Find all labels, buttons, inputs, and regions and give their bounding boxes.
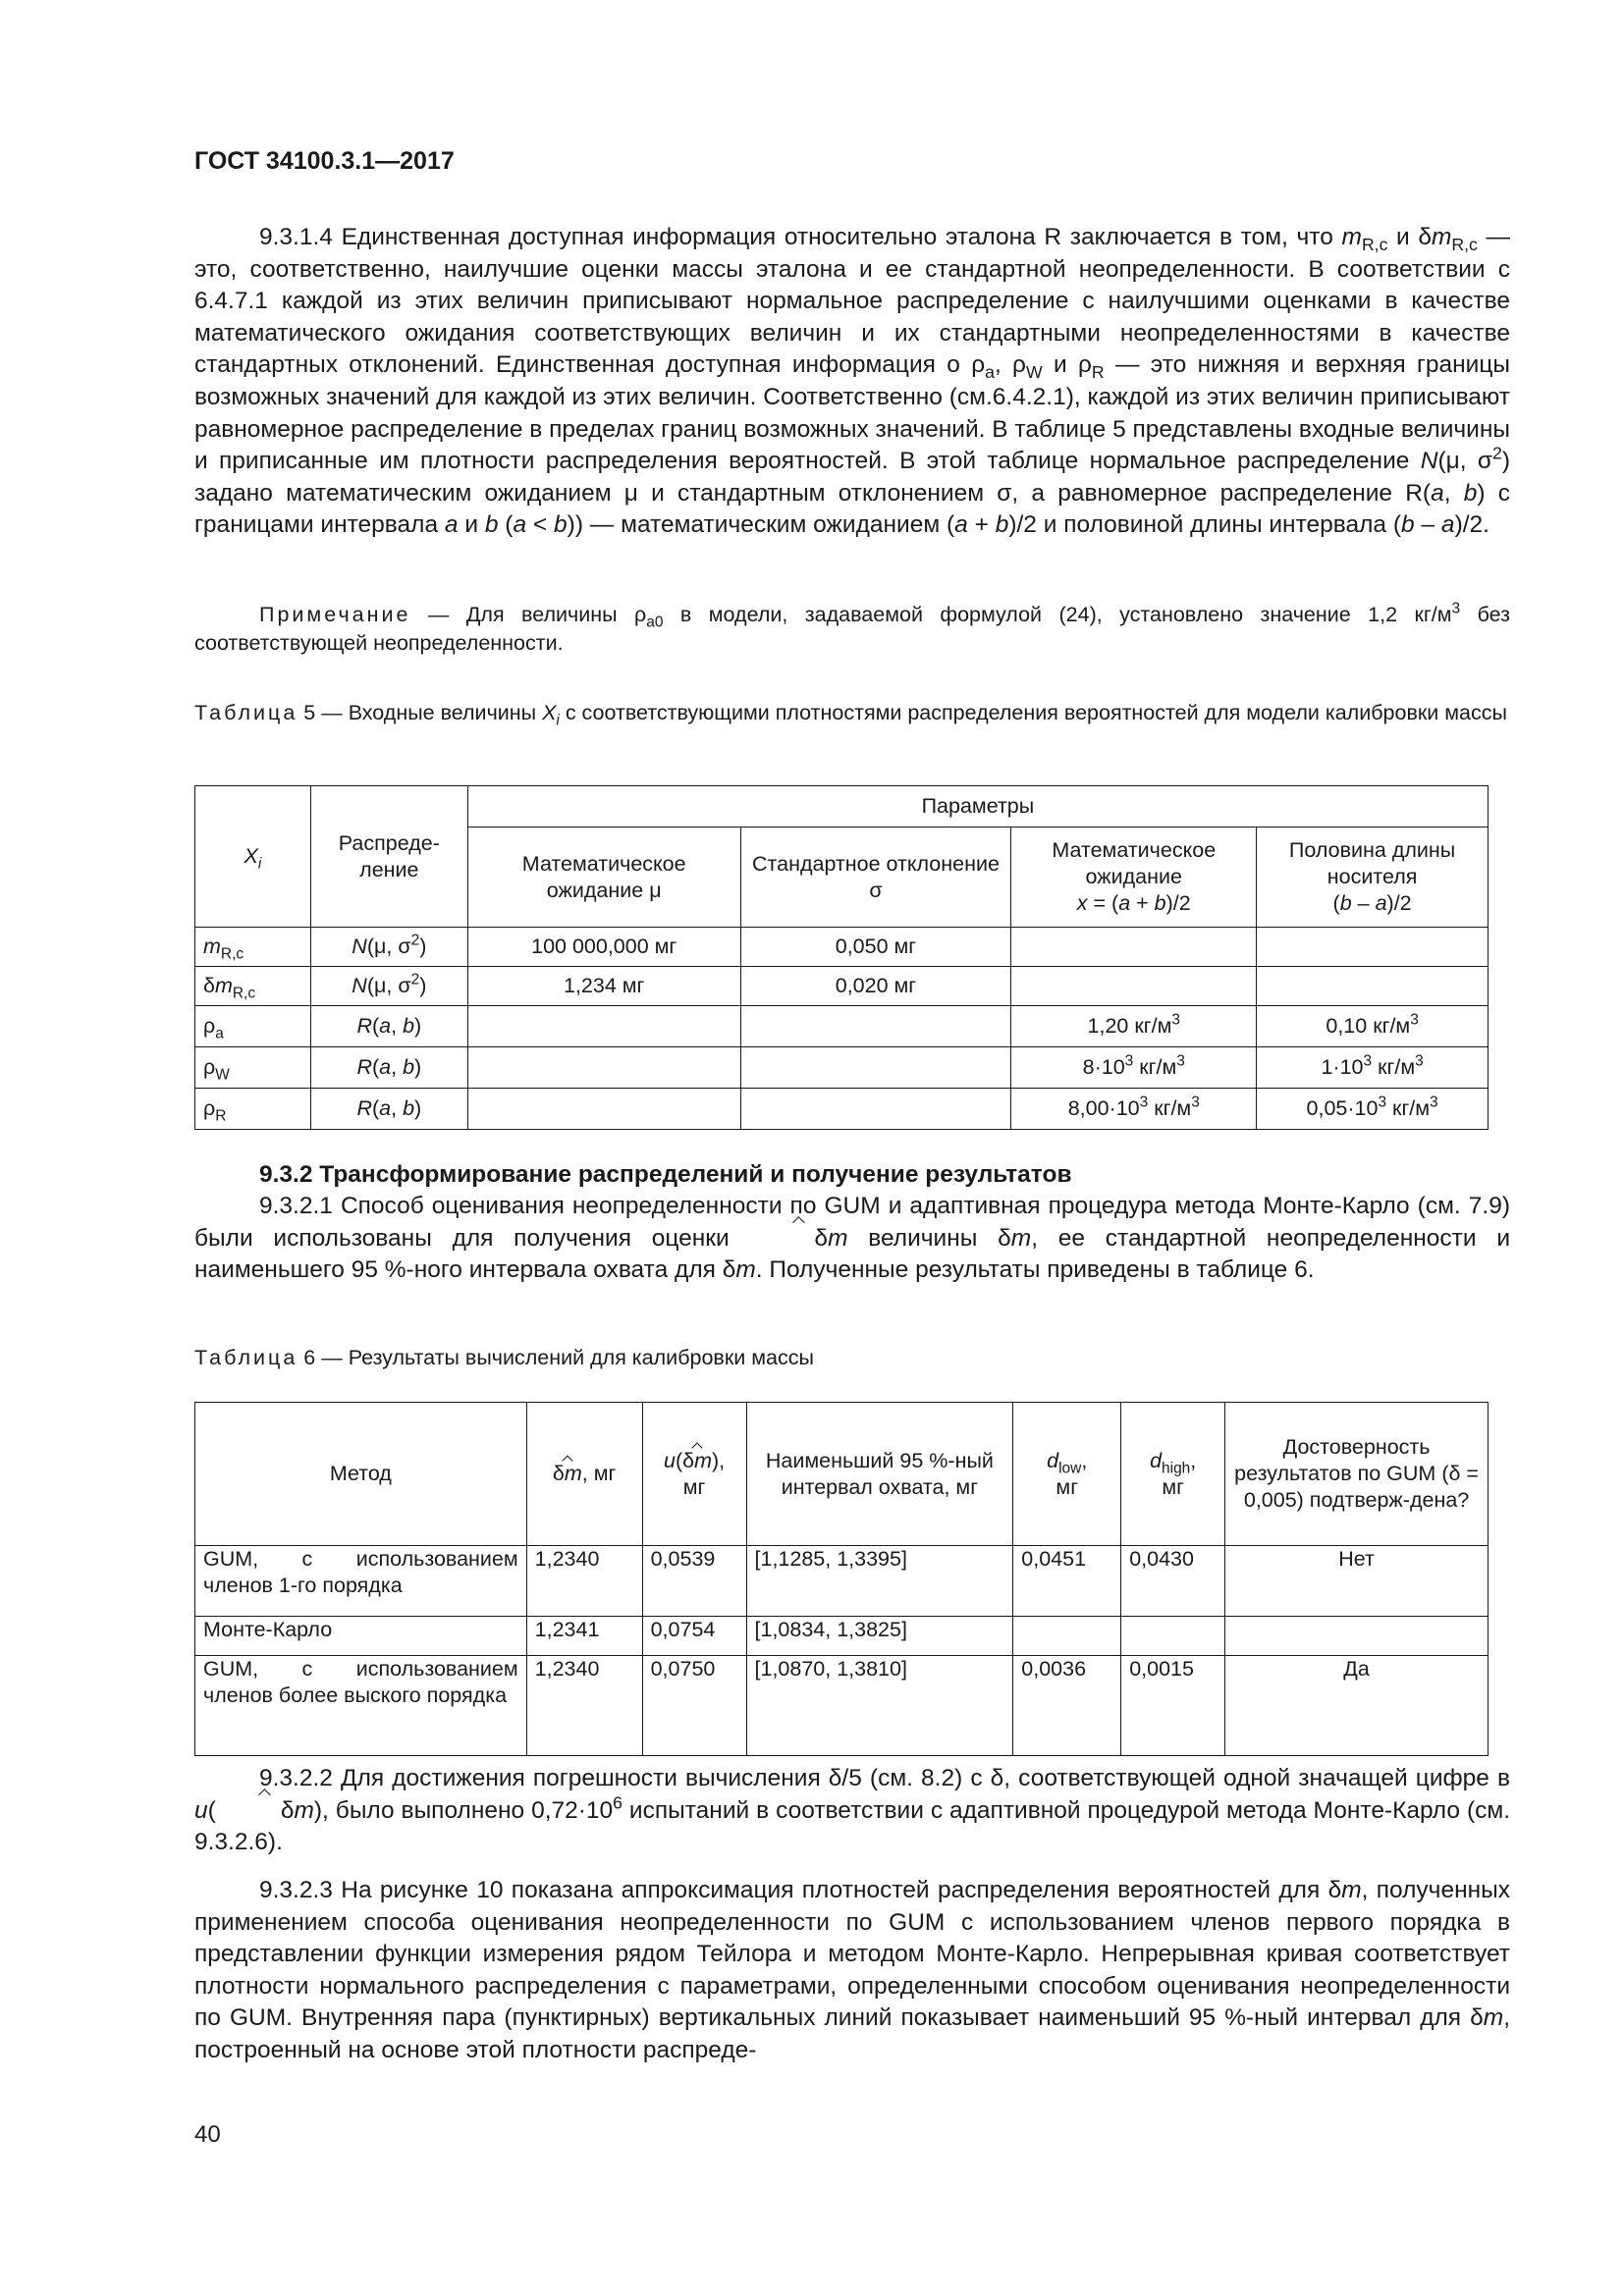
table5 — [194, 785, 1489, 1130]
table6-header-dhigh: $d_{high}$, мг — [1121, 1403, 1225, 1546]
table6-header-estimate: δm, мг — [526, 1403, 642, 1546]
table-row: $\rho_W$ R(a, b) $8\cdot 10^3$ $кг/м^3$ $1\cdot 10^3$ $кг/м^3$ — [195, 1047, 1489, 1089]
table6-header-uncertainty: u(δm), мг — [642, 1403, 746, 1546]
table5-header-half: Половина длины носителя (b – a)/2 — [1257, 828, 1489, 928]
paragraph-9-3-1-4: 9.3.1.4 Единственная доступная информация относительно эталона R заключается в том, что $m_{R,c}$ и $\delta m_{R,c}$ — это, соответственно, наилучшие оценки массы эталона и ее стандартной неопределенности. В соответствии с 6.4.7.1 каждой из этих величин приписывают нормальное распределение с наилучшими оценками в качестве математического ожидания соответствующих величин и их стандартными неопределенностями в качестве стандартных отклонений. Единственная доступная информация о $\rho_a$, $\rho_W$ и $\rho_R$ — это нижняя и верхняя границы возможных значений для каждой из этих величин. Соответственно (см.6.4.2.1), каждой из этих величин приписывают равномерное распределение в пределах границ возможных значений. В таблице 5 представлены входные величины и приписанные им плотности распределения вероятностей. В этой таблице нормальное распределение N(μ, $\sigma^2$) задано математическим ожиданием μ и стандартным отклонением σ, а равномерное распределение R(a, b) с границами интервала a и b (a < b)) — математическим ожиданием (a + b)/2 и половиной длины интервала (b – a)/2. — [194, 224, 1511, 539]
table6 — [194, 1402, 1489, 1756]
table-row: $m_{R,c}$ N(μ, $\sigma^2$) 100 000,000 мг 0,050 мг — [195, 928, 1489, 967]
table5-header-sigma: Стандартное отклонение σ — [740, 828, 1011, 928]
table5-header-xi: $X_i$ — [195, 786, 311, 928]
table6-header-interval: Наименьший 95 %-ный интервал охвата, мг — [746, 1403, 1013, 1546]
table-row: $\delta m_{R,c}$ N(μ, $\sigma^2$) 1,234 мг 0,020 мг — [195, 967, 1489, 1006]
table-row: GUM, с использованием членов более выского порядка 1,2340 0,0750 [1,0870, 1,3810] 0,0036 0,0015 Да — [195, 1656, 1489, 1756]
table6-header-validation: Достоверность результатов по GUM (δ = 0,005) подтверж-дена? — [1225, 1403, 1489, 1546]
table6-header-dlow: $d_{low}$, мг — [1013, 1403, 1121, 1546]
document-header: ГОСТ 34100.3.1—2017 — [194, 147, 455, 175]
paragraph-9-3-2-3: 9.3.2.3 На рисунке 10 показана аппроксимация плотностей распределения вероятностей для δm, полученных применением способа оценивания неопределенности по GUM с использованием членов первого порядка в представлении функции измерения рядом Тейлора и методом Монте-Карло. Непрерывная кривая соответствует плотности нормального распределения с параметрами, определенными способом оценивания неопределенности по GUM. Внутренняя пара (пунктирных) вертикальных линий показывает наименьший 95 %-ный интервал для δm, построенный на основе этой плотности распреде- — [194, 1877, 1510, 2063]
section-heading: 9.3.2 Трансформирование распределений и получение результатов — [259, 1161, 1072, 1188]
table5-header-params: Параметры — [467, 786, 1488, 828]
table6-header-method: Метод — [195, 1403, 527, 1546]
table5-header-mu: Математическое ожидание μ — [467, 828, 740, 928]
table-row: GUM, с использованием членов 1-го порядка 1,2340 0,0539 [1,1285, 1,3395] 0,0451 0,0430 Нет — [195, 1546, 1489, 1617]
table-row: $\rho_a$ R(a, b) 1,20 $кг/м^3$ 0,10 $кг/м^3$ — [195, 1006, 1489, 1047]
paragraph-9-3-2-2: 9.3.2.2 Для достижения погрешности вычисления δ/5 (см. 8.2) с δ, соответствующей одной значащей цифре в u( δm), было выполнено $0,72\cdot 10^6$ испытаний в соответствии с адаптивной процедурой метода Монте-Карло (см. 9.3.2.6). — [194, 1765, 1510, 1856]
note: Примечание — Для величины $\rho_{a0}$ в модели, задаваемой формулой (24), установлено значение 1,2 $кг/м^3$ без соответствующей неопределенности. — [194, 600, 1510, 655]
table-row: $\rho_R$ R(a, b) $8,00\cdot 10^3$ $кг/м^3$ $0,05\cdot 10^3$ $кг/м^3$ — [195, 1089, 1489, 1130]
table5-caption: Таблица 5 — Входные величины $X_i$ с соответствующими плотностями распределения вероятностей для модели калибровки массы — [194, 701, 1507, 729]
table-row: Монте-Карло 1,2341 0,0754 [1,0834, 1,3825] — [195, 1617, 1489, 1656]
page-number: 40 — [194, 2121, 221, 2148]
table6-caption: Таблица 6 — Результаты вычислений для калибровки массы — [194, 1346, 814, 1369]
table5-header-x: Математическое ожидание x = (a + b)/2 — [1011, 828, 1257, 928]
section-9-3-2: 9.3.2 Трансформирование распределений и получение результатов 9.3.2.1 Способ оценивания неопределенности по GUM и адаптивная процедура метода Монте-Карло (см. 7.9) были использованы для получения оценки δm величины δm, ее стандартной неопределенности и наименьшего 95 %-ного интервала охвата для δm. Полученные результаты приведены в таблице 6. — [194, 1161, 1511, 1284]
table5-header-dist: Распреде-ление — [310, 786, 467, 928]
